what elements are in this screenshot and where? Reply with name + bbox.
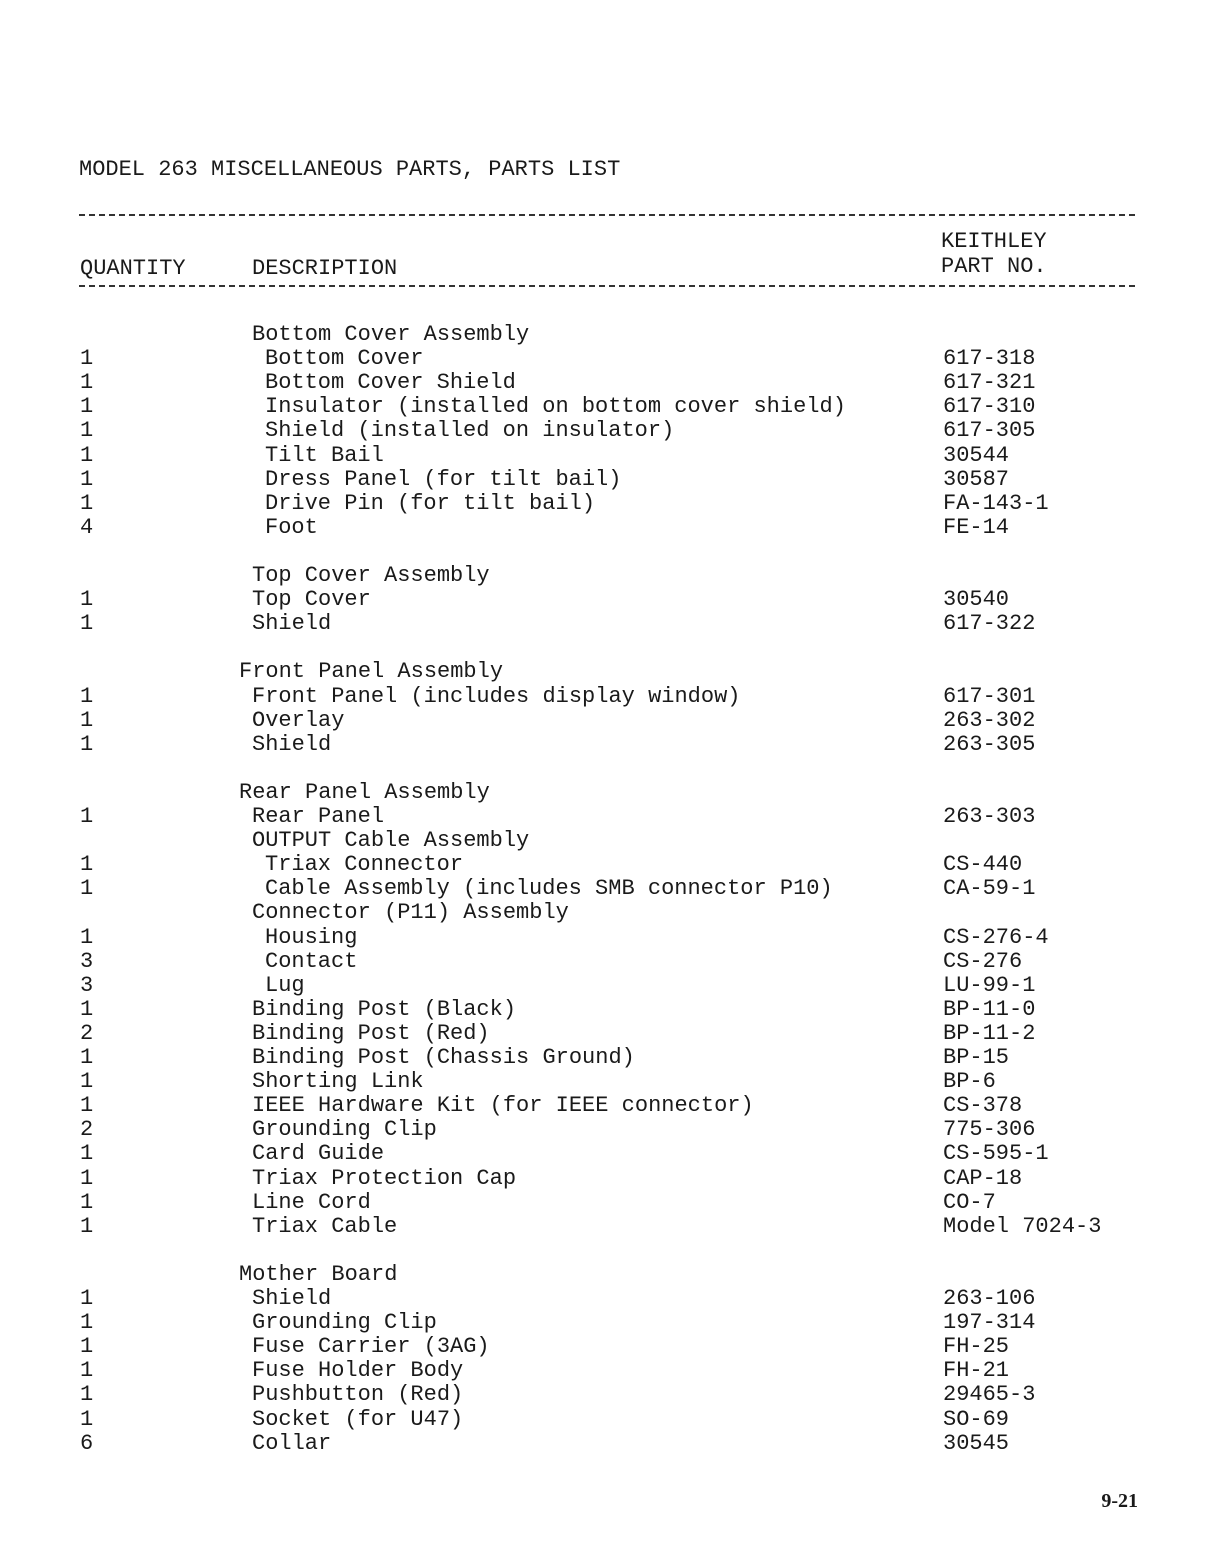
part-number-cell: FH-25	[943, 1334, 1010, 1360]
part-number-cell: FA-143-1	[943, 490, 1049, 516]
part-no-header-line1: KEITHLEY	[941, 229, 1047, 254]
table-row	[0, 1191, 1224, 1215]
part-number-cell: LU-99-1	[943, 972, 1036, 998]
table-row	[0, 998, 1224, 1022]
table-row	[0, 516, 1224, 540]
quantity-cell: 1	[80, 1069, 94, 1095]
description-cell: Triax Connector	[265, 852, 464, 878]
table-row	[0, 1215, 1224, 1239]
description-cell: Bottom Cover	[265, 346, 424, 372]
description-cell: Binding Post (Red)	[252, 1020, 490, 1046]
quantity-cell: 1	[80, 996, 94, 1022]
quantity-cell: 1	[80, 1334, 94, 1360]
table-row	[0, 709, 1224, 733]
description-cell: Rear Panel Assembly	[239, 779, 490, 805]
section-heading-row	[0, 323, 1224, 347]
spacer-row	[0, 540, 1224, 564]
table-row	[0, 1287, 1224, 1311]
part-no-header-line2: PART NO.	[941, 254, 1047, 279]
table-row	[0, 371, 1224, 395]
description-cell: Triax Protection Cap	[252, 1165, 517, 1191]
part-number-cell: 617-318	[943, 346, 1036, 372]
description-cell: Contact	[265, 948, 358, 974]
table-row	[0, 926, 1224, 950]
quantity-cell: 1	[80, 683, 94, 709]
part-number-cell: 263-303	[943, 804, 1036, 829]
description-cell: Insulator (installed on bottom cover shield)	[265, 394, 846, 420]
quantity-cell: 3	[80, 972, 94, 998]
description-cell: Binding Post (Black)	[252, 996, 517, 1022]
description-cell: Front Panel Assembly	[239, 659, 504, 685]
part-number-cell: BP-6	[943, 1069, 996, 1095]
part-number-cell: 617-301	[943, 683, 1036, 709]
description-cell: Cable Assembly (includes SMB connector P10)	[265, 876, 833, 902]
table-row	[0, 468, 1224, 492]
table-row	[0, 588, 1224, 612]
description-cell: Overlay	[252, 707, 345, 733]
table-row	[0, 492, 1224, 516]
table-row	[0, 877, 1224, 901]
table-row	[0, 1167, 1224, 1191]
description-cell: Bottom Cover Shield	[265, 370, 516, 396]
table-row	[0, 853, 1224, 877]
quantity-cell: 1	[80, 346, 94, 372]
part-number-cell: 617-321	[943, 370, 1036, 396]
description-cell: Front Panel (includes display window)	[252, 683, 741, 709]
quantity-cell: 1	[80, 611, 94, 637]
page-number: 9-21	[1101, 1490, 1138, 1512]
part-number-cell: 30544	[943, 442, 1010, 468]
description-cell: Shield	[252, 611, 332, 637]
section-heading-row	[0, 564, 1224, 588]
quantity-cell: 1	[80, 370, 94, 396]
description-cell: Line Cord	[252, 1189, 371, 1215]
quantity-cell: 1	[80, 1310, 94, 1336]
part-number-cell: FE-14	[943, 514, 1010, 540]
quantity-cell: 1	[80, 1213, 94, 1239]
part-number-cell: CS-378	[943, 1093, 1023, 1119]
part-number-cell: CS-595-1	[943, 1141, 1049, 1167]
part-number-cell: CA-59-1	[943, 876, 1036, 902]
table-row	[0, 1335, 1224, 1359]
section-heading-row	[0, 829, 1224, 853]
quantity-cell: 1	[80, 1358, 94, 1384]
spacer-row	[0, 757, 1224, 781]
quantity-cell: 1	[80, 1045, 94, 1070]
table-row	[0, 347, 1224, 371]
quantity-cell: 3	[80, 948, 94, 974]
table-row	[0, 733, 1224, 757]
quantity-cell: 2	[80, 1117, 94, 1143]
description-cell: Grounding Clip	[252, 1310, 437, 1336]
quantity-cell: 2	[80, 1020, 94, 1046]
quantity-cell: 1	[80, 804, 94, 829]
description-cell: Grounding Clip	[252, 1117, 437, 1143]
table-row	[0, 1408, 1224, 1432]
description-cell: Tilt Bail	[265, 442, 384, 468]
quantity-cell: 1	[80, 1382, 94, 1408]
description-cell: OUTPUT Cable Assembly	[252, 828, 530, 854]
quantity-cell: 1	[80, 852, 94, 878]
part-number-cell: 263-302	[943, 707, 1036, 733]
quantity-cell: 1	[80, 1406, 94, 1432]
quantity-cell: 1	[80, 1165, 94, 1191]
part-number-cell: CS-276-4	[943, 924, 1049, 950]
part-number-cell: FH-21	[943, 1358, 1010, 1384]
part-number-cell: 29465-3	[943, 1382, 1036, 1408]
description-cell: Top Cover	[252, 587, 371, 613]
part-number-cell: CO-7	[943, 1189, 996, 1215]
quantity-cell: 1	[80, 490, 94, 516]
part-number-cell: 617-305	[943, 418, 1036, 444]
part-number-cell: Model 7024-3	[943, 1213, 1102, 1239]
description-cell: Socket (for U47)	[252, 1406, 464, 1432]
quantity-cell: 1	[80, 587, 94, 613]
part-number-cell: 263-305	[943, 731, 1036, 757]
table-row	[0, 685, 1224, 709]
part-number-cell: CS-440	[943, 852, 1023, 878]
description-cell: Shield	[252, 731, 332, 757]
table-row	[0, 1022, 1224, 1046]
table-row	[0, 1359, 1224, 1383]
description-cell: Connector (P11) Assembly	[252, 900, 569, 926]
table-row	[0, 974, 1224, 998]
quantity-cell: 4	[80, 514, 94, 540]
description-cell: Drive Pin (for tilt bail)	[265, 490, 596, 516]
quantity-cell: 1	[80, 1093, 94, 1119]
part-number-cell: BP-15	[943, 1045, 1010, 1070]
description-cell: Bottom Cover Assembly	[252, 322, 530, 347]
table-row	[0, 1094, 1224, 1118]
quantity-cell: 1	[80, 442, 94, 468]
table-row	[0, 612, 1224, 636]
quantity-cell: 1	[80, 731, 94, 757]
table-row	[0, 1142, 1224, 1166]
part-number-cell: 30545	[943, 1430, 1010, 1456]
description-cell: Card Guide	[252, 1141, 385, 1167]
description-cell: Fuse Holder Body	[252, 1358, 464, 1384]
section-heading-row	[0, 901, 1224, 925]
header-top-rule	[79, 214, 1135, 216]
description-header: DESCRIPTION	[252, 256, 398, 281]
part-number-cell: 617-322	[943, 611, 1036, 637]
table-row	[0, 419, 1224, 443]
quantity-cell: 1	[80, 394, 94, 420]
part-number-cell: BP-11-0	[943, 996, 1036, 1022]
section-heading-row	[0, 1263, 1224, 1287]
description-cell: Pushbutton (Red)	[252, 1382, 464, 1408]
quantity-cell: 1	[80, 707, 94, 733]
page-title: MODEL 263 MISCELLANEOUS PARTS, PARTS LIST	[79, 157, 621, 182]
quantity-cell: 1	[80, 1189, 94, 1215]
table-row	[0, 805, 1224, 829]
table-row	[0, 1432, 1224, 1456]
quantity-cell: 6	[80, 1430, 94, 1456]
table-row	[0, 1311, 1224, 1335]
spacer-row	[0, 1239, 1224, 1263]
description-cell: Shield (installed on insulator)	[265, 418, 675, 444]
table-row	[0, 1070, 1224, 1094]
description-cell: Shield	[252, 1286, 332, 1311]
part-number-cell: 617-310	[943, 394, 1036, 420]
table-row	[0, 1118, 1224, 1142]
part-number-cell: CAP-18	[943, 1165, 1023, 1191]
quantity-header: QUANTITY	[80, 256, 186, 281]
part-number-cell: BP-11-2	[943, 1020, 1036, 1046]
description-cell: Triax Cable	[252, 1213, 398, 1239]
part-number-cell: 197-314	[943, 1310, 1036, 1336]
description-cell: Lug	[265, 972, 305, 998]
spacer-row	[0, 636, 1224, 660]
description-cell: Fuse Carrier (3AG)	[252, 1334, 490, 1360]
table-row	[0, 950, 1224, 974]
description-cell: Shorting Link	[252, 1069, 424, 1095]
header-bottom-rule	[79, 285, 1135, 287]
description-cell: Collar	[252, 1430, 332, 1456]
quantity-cell: 1	[80, 1286, 94, 1311]
description-cell: Housing	[265, 924, 358, 950]
table-row	[0, 395, 1224, 419]
quantity-cell: 1	[80, 924, 94, 950]
section-heading-row	[0, 781, 1224, 805]
description-cell: Foot	[265, 514, 318, 540]
description-cell: Top Cover Assembly	[252, 563, 490, 588]
table-row	[0, 1383, 1224, 1407]
description-cell: Dress Panel (for tilt bail)	[265, 466, 622, 492]
part-number-cell: 775-306	[943, 1117, 1036, 1143]
description-cell: Rear Panel	[252, 804, 385, 829]
quantity-cell: 1	[80, 1141, 94, 1167]
quantity-cell: 1	[80, 418, 94, 444]
part-number-cell: SO-69	[943, 1406, 1010, 1432]
description-cell: Mother Board	[239, 1261, 398, 1287]
table-row	[0, 1046, 1224, 1070]
section-heading-row	[0, 660, 1224, 684]
part-number-cell: 263-106	[943, 1286, 1036, 1311]
part-number-cell: CS-276	[943, 948, 1023, 974]
quantity-cell: 1	[80, 466, 94, 492]
description-cell: IEEE Hardware Kit (for IEEE connector)	[252, 1093, 754, 1119]
part-number-cell: 30587	[943, 466, 1010, 492]
quantity-cell: 1	[80, 876, 94, 902]
table-row	[0, 444, 1224, 468]
part-number-cell: 30540	[943, 587, 1010, 613]
description-cell: Binding Post (Chassis Ground)	[252, 1045, 635, 1070]
